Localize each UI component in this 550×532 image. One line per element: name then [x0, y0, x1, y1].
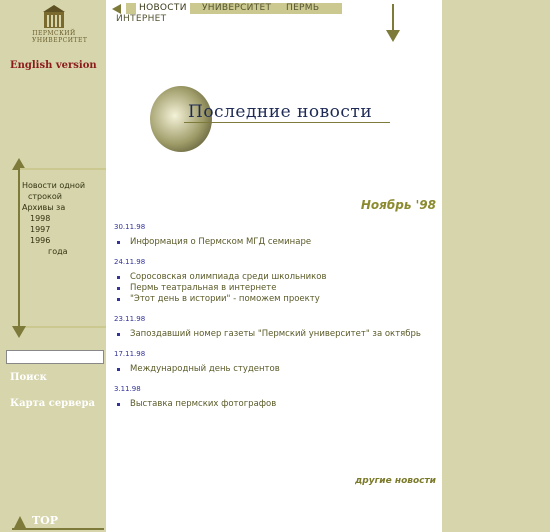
archives-label: Архивы за — [22, 203, 66, 212]
english-version-link[interactable]: English version — [10, 60, 97, 71]
logo-line2: УНИВЕРСИТЕТ — [32, 37, 88, 44]
vertical-line — [18, 168, 20, 328]
news-date: 17.11.98 — [114, 350, 146, 358]
news-item[interactable]: Соросовская олимпиада среди школьников — [130, 272, 440, 283]
more-news-link[interactable]: другие новости — [355, 476, 436, 486]
divider — [18, 326, 106, 328]
news-one-line-link[interactable]: Новости одной — [22, 181, 86, 190]
banner — [150, 86, 390, 156]
top-label: TOP — [32, 514, 59, 527]
arrow-tip — [386, 30, 400, 42]
news-date: 30.11.98 — [114, 223, 146, 231]
search-input[interactable] — [6, 350, 104, 364]
nav-perm[interactable]: ПЕРМЬ — [286, 3, 320, 13]
news-date: 3.11.98 — [114, 385, 141, 393]
logo-line1: ПЕРМСКИЙ — [32, 30, 76, 37]
divider — [12, 528, 104, 530]
archive-year-1997[interactable]: 1997 — [30, 225, 51, 234]
top-button[interactable] — [8, 512, 104, 532]
banner-underline — [184, 122, 390, 123]
news-item[interactable]: Информация о Пермском МГД семинаре — [130, 237, 440, 248]
news-item[interactable]: Запоздавший номер газеты "Пермский университет" за октябрь — [130, 329, 440, 340]
news-list — [114, 223, 440, 420]
news-item[interactable]: Выставка пермских фотографов — [130, 399, 440, 410]
archive-suffix: года — [48, 247, 68, 256]
right-strip — [442, 0, 550, 532]
archive-nav — [6, 158, 106, 338]
archive-year-1998[interactable]: 1998 — [30, 214, 51, 223]
arrow-left-icon[interactable] — [112, 4, 121, 14]
vertical-line — [392, 4, 394, 32]
news-item[interactable]: "Этот день в истории" - поможем проекту — [130, 294, 440, 305]
divider — [18, 168, 106, 170]
news-date: 23.11.98 — [114, 315, 146, 323]
sitemap-link[interactable]: Карта сервера — [10, 398, 95, 409]
arrow-up-icon — [14, 516, 26, 528]
news-item[interactable]: Пермь театральная в интернете — [130, 283, 440, 294]
university-logo[interactable] — [32, 4, 88, 44]
archive-year-1996[interactable]: 1996 — [30, 236, 51, 245]
nav-internet[interactable]: ИНТЕРНЕТ — [116, 14, 167, 24]
news-one-line-link-2[interactable]: строкой — [28, 192, 62, 201]
building-icon — [42, 4, 66, 30]
news-item[interactable]: Международный день студентов — [130, 364, 440, 375]
news-date: 24.11.98 — [114, 258, 146, 266]
arrow-down-icon — [12, 326, 26, 338]
nav-university[interactable]: УНИВЕРСИТЕТ — [202, 3, 272, 13]
month-heading: Ноябрь '98 — [360, 198, 436, 212]
search-link[interactable]: Поиск — [10, 372, 47, 383]
nav-news[interactable]: НОВОСТИ — [136, 3, 190, 14]
arrow-down-icon[interactable] — [386, 4, 400, 40]
page-title: Последние новости — [188, 102, 373, 122]
archive-list — [22, 180, 85, 257]
